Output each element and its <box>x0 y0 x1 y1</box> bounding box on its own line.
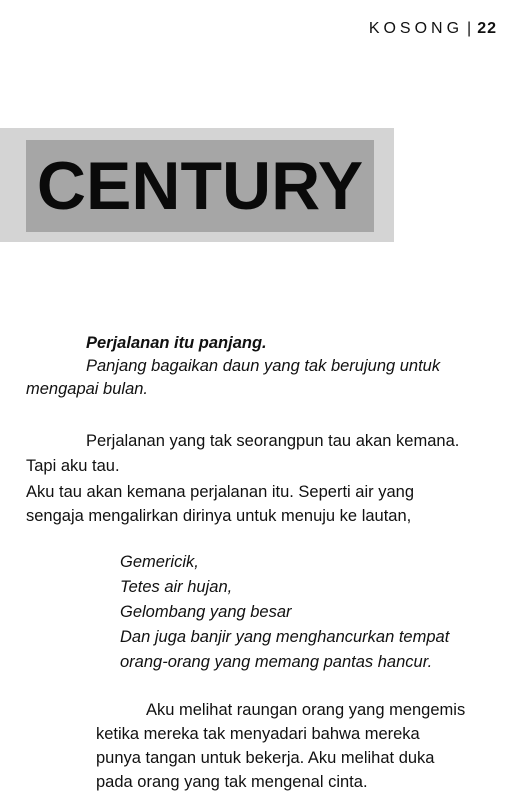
poem-line: Gemericik, <box>120 553 199 571</box>
header-separator: | <box>467 20 472 37</box>
paragraph-line: mengapai bulan. <box>26 380 149 398</box>
paragraph-line: Aku melihat raungan orang yang mengemis <box>146 701 466 719</box>
paragraph-line: Tapi aku tau. <box>26 457 120 475</box>
poem-line: Dan juga banjir yang menghancurkan tempat <box>120 628 450 646</box>
book-title: KOSONG <box>368 20 464 37</box>
paragraph-line: Aku tau akan kemana perjalanan itu. Seperti air yang <box>26 483 414 501</box>
paragraph-line: Panjang bagaikan daun yang tak berujung untuk <box>86 357 441 375</box>
paragraph-line: Perjalanan yang tak seorangpun tau akan kemana. <box>86 432 460 450</box>
paragraph-line: pada orang yang tak mengenal cinta. <box>96 773 368 791</box>
paragraph-line: ketika mereka tak menyadari bahwa mereka <box>96 725 420 743</box>
chapter-title: CENTURY <box>36 148 364 224</box>
page-number: 22 <box>477 20 497 37</box>
running-header <box>369 20 497 38</box>
opening-line: Perjalanan itu panjang. <box>86 334 267 352</box>
paragraph-line: sengaja mengalirkan dirinya untuk menuju ke lautan, <box>26 507 412 525</box>
poem-line: Tetes air hujan, <box>120 578 233 596</box>
paragraph-line: punya tangan untuk bekerja. Aku melihat duka <box>96 749 435 767</box>
poem-line: orang-orang yang memang pantas hancur. <box>120 653 433 671</box>
poem-line: Gelombang yang besar <box>120 603 292 621</box>
